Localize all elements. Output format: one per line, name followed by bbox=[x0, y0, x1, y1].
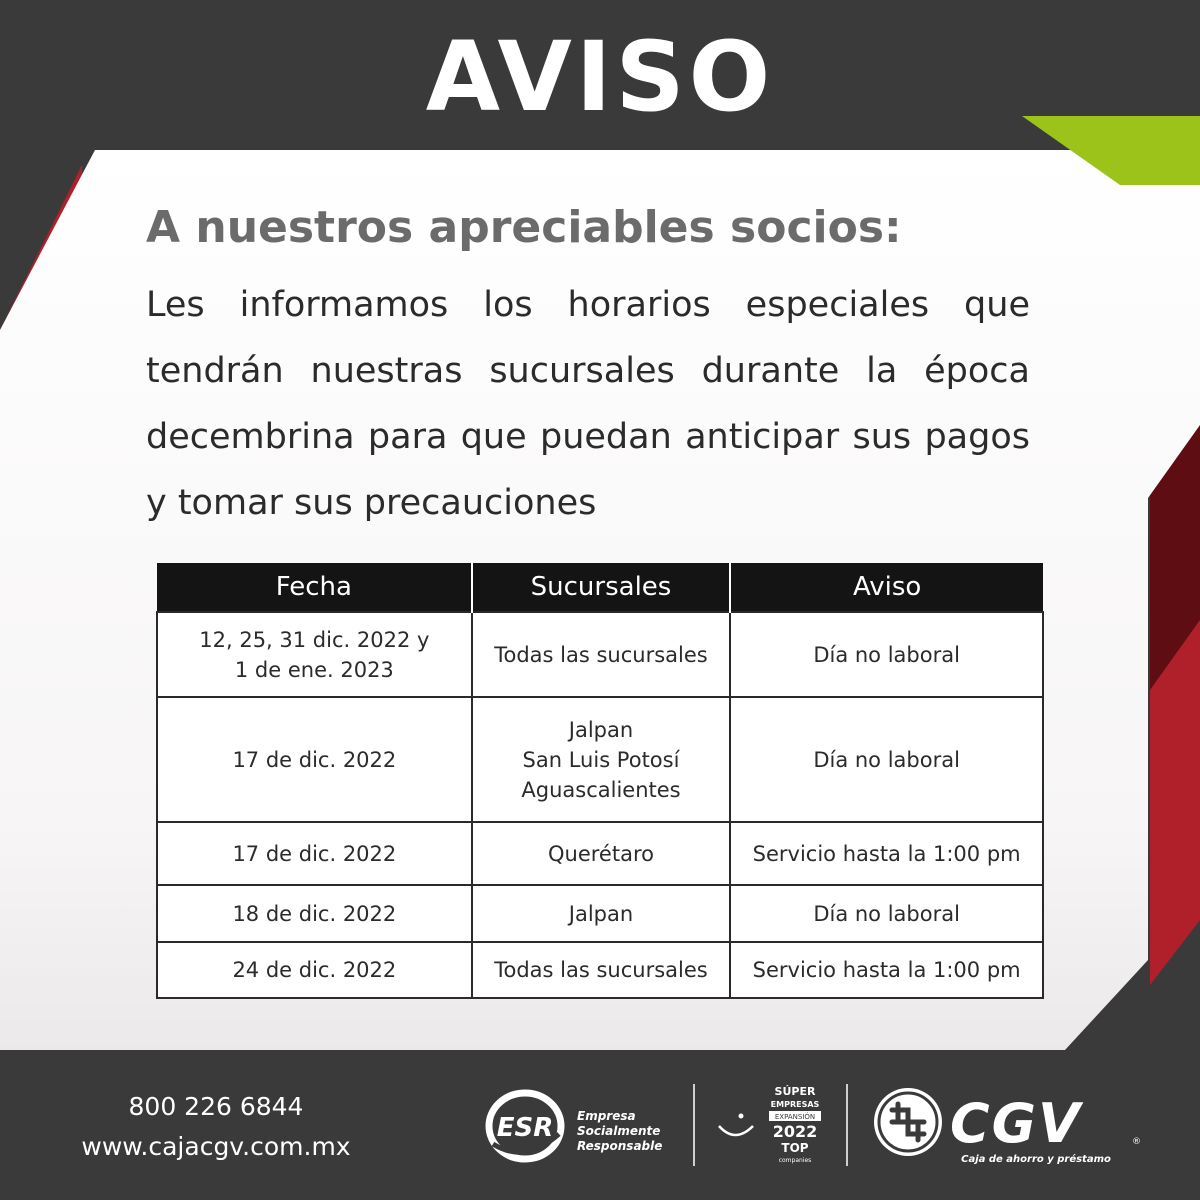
sucursal-line: Todas las sucursales bbox=[494, 958, 708, 982]
footer-logos bbox=[485, 1080, 1165, 1172]
sucursal-line: San Luis Potosí bbox=[522, 747, 680, 772]
logo-divider bbox=[693, 1084, 695, 1166]
cell-aviso: Servicio hasta la 1:00 pm bbox=[730, 942, 1043, 998]
eye-icon bbox=[739, 1114, 744, 1119]
super-line: TOP bbox=[781, 1141, 809, 1155]
super-line: EMPRESAS bbox=[770, 1100, 820, 1109]
header-fecha: Fecha bbox=[157, 563, 472, 612]
sucursal-line: Todas las sucursales bbox=[494, 642, 708, 667]
table-row bbox=[157, 885, 1043, 942]
notice-body: Les informamos los horarios especiales que tendrán nuestras sucursales durante la época decembrina para que puedan anticipar sus pagos y tomar sus precauciones bbox=[146, 285, 1030, 523]
sucursal-line: Jalpan bbox=[568, 717, 634, 742]
cell-sucursales bbox=[472, 612, 731, 697]
header-aviso: Aviso bbox=[730, 563, 1043, 612]
cell-aviso: Día no laboral bbox=[730, 697, 1043, 822]
super-line: 2022 bbox=[772, 1122, 818, 1141]
contact-info bbox=[56, 1088, 376, 1168]
esr-line: Socialmente bbox=[577, 1124, 661, 1138]
cell-fecha bbox=[157, 822, 472, 885]
schedule-table bbox=[156, 563, 1044, 999]
super-empresas-logo bbox=[713, 1082, 823, 1168]
table-row bbox=[157, 612, 1043, 697]
cell-fecha bbox=[157, 885, 472, 942]
table-row bbox=[157, 942, 1043, 998]
sucursal-line: Aguascalientes bbox=[521, 777, 681, 802]
cell-aviso: Día no laboral bbox=[730, 885, 1043, 942]
fecha-line: 24 de dic. 2022 bbox=[232, 958, 397, 982]
header-sucursales: Sucursales bbox=[472, 563, 731, 612]
super-line: EXPANSIÓN bbox=[774, 1113, 816, 1121]
phone-number[interactable]: 800 226 6844 bbox=[128, 1092, 304, 1121]
cgv-registered-icon: ® bbox=[1132, 1137, 1141, 1147]
fecha-line: 17 de dic. 2022 bbox=[232, 841, 397, 866]
sucursal-line: Jalpan bbox=[568, 901, 634, 926]
sucursal-line: Querétaro bbox=[548, 841, 654, 866]
cell-fecha bbox=[157, 697, 472, 822]
fecha-line: 12, 25, 31 dic. 2022 y bbox=[199, 627, 430, 652]
cell-aviso: Servicio hasta la 1:00 pm bbox=[730, 822, 1043, 885]
table-header-row bbox=[157, 563, 1043, 612]
table-row bbox=[157, 697, 1043, 822]
cell-fecha bbox=[157, 612, 472, 697]
cell-fecha bbox=[157, 942, 472, 998]
esr-logo bbox=[485, 1086, 690, 1166]
page-title: AVISO bbox=[425, 21, 775, 133]
cgv-wordmark: CGV bbox=[950, 1092, 1082, 1155]
smile-icon bbox=[719, 1126, 753, 1135]
cell-sucursales bbox=[472, 885, 731, 942]
cgv-logo bbox=[870, 1082, 1152, 1170]
super-line: SÚPER bbox=[774, 1085, 816, 1098]
esr-mark: ESR bbox=[496, 1113, 554, 1143]
website-link[interactable]: www.cajacgv.com.mx bbox=[81, 1132, 351, 1161]
fecha-line: 1 de ene. 2023 bbox=[234, 657, 394, 682]
fecha-line: 17 de dic. 2022 bbox=[232, 747, 397, 772]
super-line: companies bbox=[778, 1157, 812, 1164]
logo-divider bbox=[846, 1084, 848, 1166]
cell-aviso: Día no laboral bbox=[730, 612, 1043, 697]
esr-line: Empresa bbox=[577, 1109, 636, 1123]
fecha-line: 18 de dic. 2022 bbox=[232, 901, 397, 926]
esr-line: Responsable bbox=[577, 1139, 663, 1153]
cgv-tagline: Caja de ahorro y préstamo bbox=[961, 1154, 1111, 1165]
greeting-heading: A nuestros apreciables socios: bbox=[146, 202, 902, 253]
cell-sucursales bbox=[472, 942, 731, 998]
cell-sucursales bbox=[472, 697, 731, 822]
table-row bbox=[157, 822, 1043, 885]
cell-sucursales bbox=[472, 822, 731, 885]
